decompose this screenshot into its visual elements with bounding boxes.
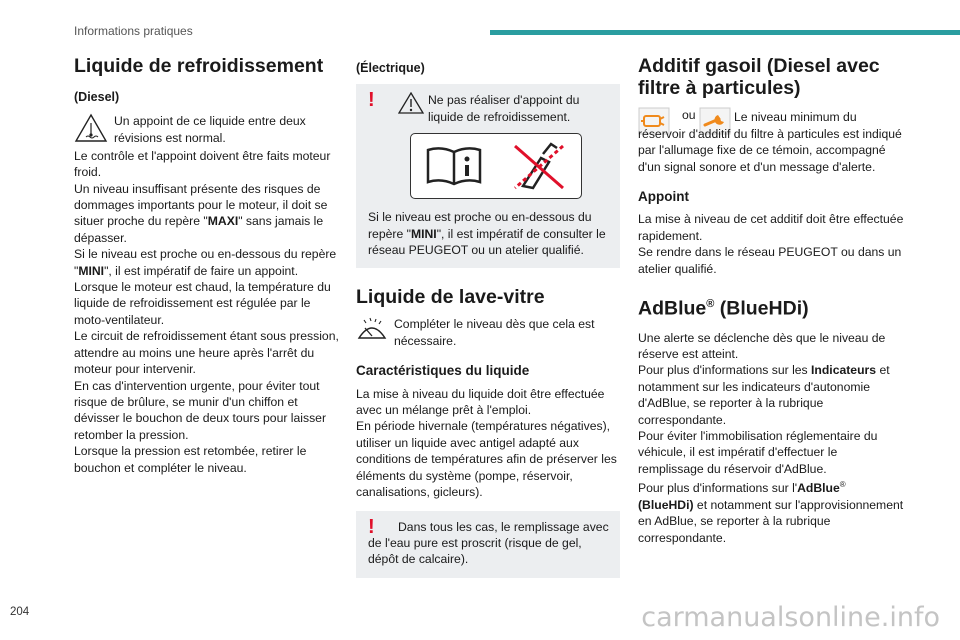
coolant-p3: Si le niveau est proche ou en-dessous du repère "MINI", il est impératif de faire un appoint.: [74, 247, 337, 278]
adblue-title: AdBlue® (BlueHDi): [638, 297, 809, 320]
electric-warning-text: Ne pas réaliser d'appoint du liquide de refroidissement.: [428, 93, 580, 124]
appoint-p1: La mise à niveau de cet additif doit être effectuée rapidement.: [638, 212, 904, 243]
electric-warning-bottom: Si le niveau est proche ou en-dessous du repère "MINI", il est impératif de consulter le réseau PEUGEOT ou un atelier qualifié.: [368, 210, 606, 258]
adblue-p2: Pour plus d'informations sur les Indicateurs et notamment sur les indicateurs d'autonomie d'AdBlue, se reporter à la rubrique correspondante.: [638, 363, 890, 427]
adblue-p3: Pour éviter l'immobilisation réglementaire du véhicule, il est impératif d'effectuer le remplissage du réservoir d'AdBlue.: [638, 429, 878, 476]
column-coolant: [74, 55, 344, 476]
electric-warning-box: [356, 84, 620, 268]
coolant-p2: Un niveau insuffisant présente des risques de dommages importants pour le moteur, il doit se situer proche du repère "MAXI" sans jamais le dépasser.: [74, 181, 328, 245]
washer-title: Liquide de lave-vitre: [356, 286, 545, 309]
appoint-p2: Se rendre dans le réseau PEUGEOT ou dans un atelier qualifié.: [638, 245, 902, 276]
page-number: 204: [10, 606, 30, 618]
column-additive: [638, 55, 906, 546]
no-refill-icon: [509, 140, 569, 192]
manual-no-refill-pictogram: [410, 133, 582, 199]
page-header-title: Informations pratiques: [74, 24, 193, 38]
coolant-title: Liquide de refroidissement: [74, 55, 324, 77]
pure-water-warning-text: Dans tous les cas, le remplissage avec de l'eau pure est proscrit (risque de gel, dépôt de calcaire).: [368, 519, 609, 567]
or-text: ou: [682, 108, 696, 122]
coolant-p6: En cas d'intervention urgente, pour éviter tout risque de brûlure, se munir d'un chiffon et dévisser le bouchon de deux tours pour laisser retomber la pression.: [74, 378, 327, 442]
fluid-characteristics-title: Caractéristiques du liquide: [356, 363, 530, 379]
additive-intro-text: Le niveau minimum du réservoir d'additif du filtre à particules est indiqué par l'allumage fixe de ce témoin, accompagné d'un signal sonore et d'un message d'alerte.: [638, 110, 902, 174]
appoint-title: Appoint: [638, 189, 689, 205]
additive-title: Additif gasoil (Diesel avec filtre à particules): [638, 55, 880, 99]
char-p2: En période hivernale (températures négatives), utiliser un liquide avec antigel adapté aux conditions de températures afin de préserver les éléments du système (pompe, réservoir, canalisations, gicleurs).: [356, 419, 617, 500]
electric-label: (Électrique): [356, 61, 425, 75]
warning-exclamation-icon: !: [368, 89, 375, 112]
caution-triangle-icon: [398, 92, 424, 118]
coolant-intro-text: Un appoint de ce liquide entre deux révisions est normal.: [114, 114, 306, 145]
coolant-p7: Lorsque la pression est retombée, retirer le bouchon et compléter le niveau.: [74, 444, 307, 475]
coolant-p4: Lorsque le moteur est chaud, la température du liquide de refroidissement est régulée par le moto-ventilateur.: [74, 280, 331, 327]
hot-coolant-warning-icon: [74, 113, 108, 147]
diesel-label: (Diesel): [74, 90, 120, 104]
pure-water-warning-box: [356, 511, 620, 578]
washer-intro-text: Compléter le niveau dès que cela est nécessaire.: [394, 317, 595, 348]
watermark: carmanualsonline.info: [641, 602, 940, 633]
adblue-p1: Une alerte se déclenche dès que le niveau de réserve est atteint.: [638, 330, 886, 361]
warning-exclamation-icon: !: [368, 515, 375, 538]
coolant-p1: Le contrôle et l'appoint doivent être faits moteur froid.: [74, 148, 331, 180]
coolant-p5: Le circuit de refroidissement étant sous pression, attendre au moins une heure après l'arrêt du moteur pour intervenir.: [74, 329, 339, 377]
manual-book-icon: [424, 144, 484, 188]
adblue-p4: Pour plus d'informations sur l'AdBlue® (BlueHDi) et notamment sur l'approvisionnement en AdBlue, se reporter à la rubrique correspondante.: [638, 480, 904, 545]
header-accent-bar: [490, 30, 960, 35]
windscreen-washer-icon: [356, 316, 388, 346]
coolant-intro-row: [74, 113, 344, 147]
char-p1: La mise à niveau du liquide doit être effectuée avec un mélange prêt à l'emploi.: [356, 386, 605, 418]
washer-intro-row: [356, 316, 620, 349]
column-washer: [356, 55, 620, 578]
